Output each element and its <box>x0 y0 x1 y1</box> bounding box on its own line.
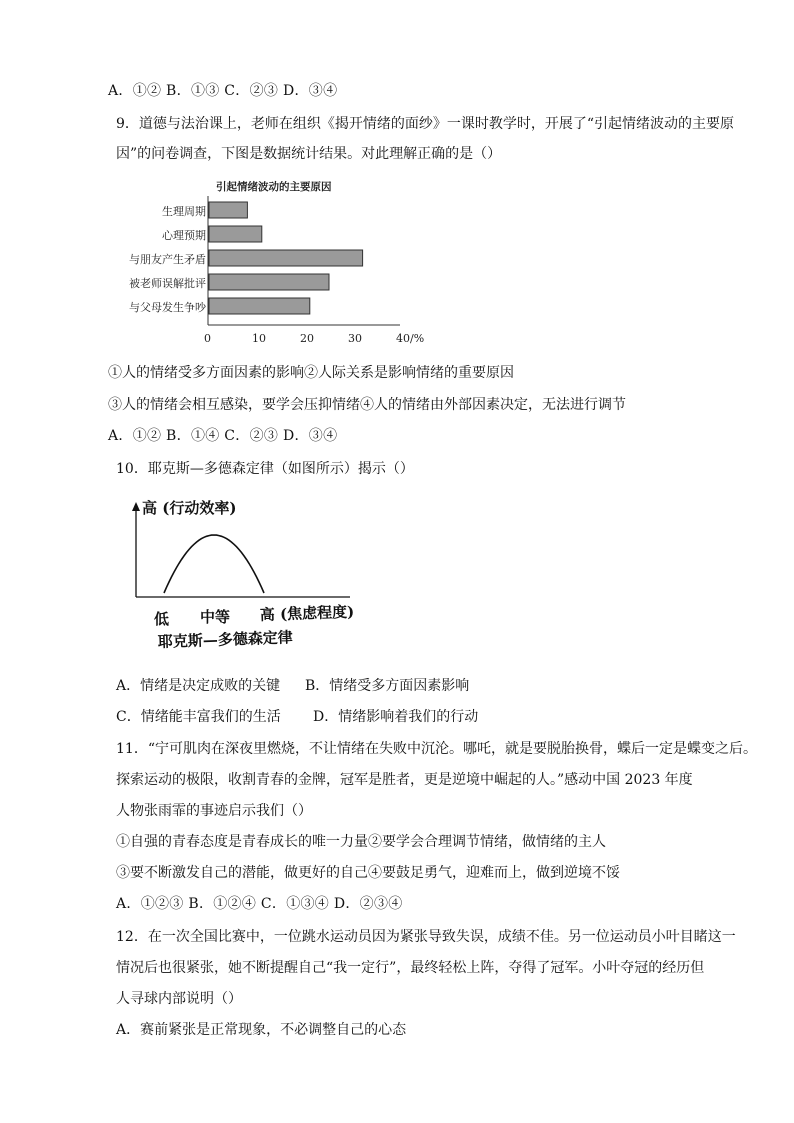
x-tick-label: 30 <box>348 332 362 345</box>
inverted-u-curve <box>164 535 264 593</box>
q11-stem-line2: 探索运动的极限，收割青春的金牌，冠军是胜者，更是逆境中崛起的人。”感动中国 2023 年度 <box>116 772 693 788</box>
q12-stem-line1: 12．在一次全国比赛中，一位跳水运动员因为紧张导致失误，成绩不佳。另一位运动员小叶目睹这一 <box>116 929 736 945</box>
q10-option-b: B．情绪受多方面因素影响 <box>305 678 470 694</box>
x-tick-label: 40/% <box>396 332 425 345</box>
curve-x-label-high: 高 (焦虑程度) <box>259 602 355 624</box>
bar-category-label: 生理周期 <box>162 205 206 218</box>
q12-stem-line3: 人寻球内部说明（） <box>116 991 242 1007</box>
q11-statement-1: ①自强的青春态度是青春成长的唯一力量②要学会合理调节情绪，做情绪的主人 <box>116 834 606 850</box>
bar <box>209 226 262 242</box>
q12-stem-line2: 情况后也很紧张，她不断提醒自己“我一定行”，最终轻松上阵，夺得了冠军。小叶夺冠的经历但 <box>116 960 705 976</box>
x-tick-label: 10 <box>252 332 266 345</box>
x-tick-label: 0 <box>204 332 211 345</box>
q11-stem-line3: 人物张雨霏的事迹启示我们（） <box>116 803 312 819</box>
bar-category-label: 被老师误解批评 <box>129 277 206 290</box>
bar <box>209 274 329 290</box>
bar <box>209 202 247 218</box>
curve-x-label-low: 低 <box>154 610 170 628</box>
bar <box>209 250 363 266</box>
bar-category-label: 与父母发生争吵 <box>129 301 206 314</box>
q12-option-a: A．赛前紧张是正常现象，不必调整自己的心态 <box>116 1022 407 1038</box>
yerkes-dodson-chart <box>120 492 380 652</box>
bar-chart <box>108 172 425 345</box>
curve-x-label-mid: 中等 <box>200 608 231 626</box>
curve-chart-title: 耶克斯—多德森定律 <box>157 628 294 651</box>
q11-options: A．①②③ B．①②④ C．①③④ D．②③④ <box>116 896 403 912</box>
bar-category-label: 与朋友产生矛盾 <box>129 253 206 266</box>
q9-stem-line2: 因”的问卷调查，下图是数据统计结果。对此理解正确的是（） <box>116 146 502 162</box>
q11-statement-2: ③要不断激发自己的潜能，做更好的自己④要鼓足勇气，迎难而上，做到逆境不馁 <box>116 865 620 881</box>
q10-option-c: C．情绪能丰富我们的生活 <box>116 709 281 725</box>
q10-option-a: A．情绪是决定成败的关键 <box>116 678 281 694</box>
x-tick-label: 20 <box>300 332 314 345</box>
curve-y-label: 高 (行动效率) <box>142 499 237 517</box>
q8-options: A．①② B．①③ C．②③ D．③④ <box>108 83 338 99</box>
q9-statement-2: ③人的情绪会相互感染，要学会压抑情绪④人的情绪由外部因素决定，无法进行调节 <box>108 397 626 413</box>
bar-category-label: 心理预期 <box>162 229 206 242</box>
q9-options: A．①② B．①④ C．②③ D．③④ <box>108 428 338 444</box>
q11-stem-line1: 11．“宁可肌肉在深夜里燃烧，不让情绪在失败中沉沦。哪吒，就是要脱胎换骨，蝶后一定是蝶变之后。 <box>116 741 757 757</box>
q10-stem: 10．耶克斯—多德森定律（如图所示）揭示（） <box>116 461 414 477</box>
q9-statement-1: ①人的情绪受多方面因素的影响②人际关系是影响情绪的重要原因 <box>108 365 514 381</box>
bar <box>209 298 310 314</box>
q9-stem-line1: 9．道德与法治课上，老师在组织《揭开情绪的面纱》一课时教学时，开展了“引起情绪波动的主要原 <box>116 116 735 132</box>
q10-option-d: D．情绪影响着我们的行动 <box>313 709 479 725</box>
bar-chart-title: 引起情绪波动的主要原因 <box>216 181 332 193</box>
curve-y-arrow <box>132 502 140 511</box>
